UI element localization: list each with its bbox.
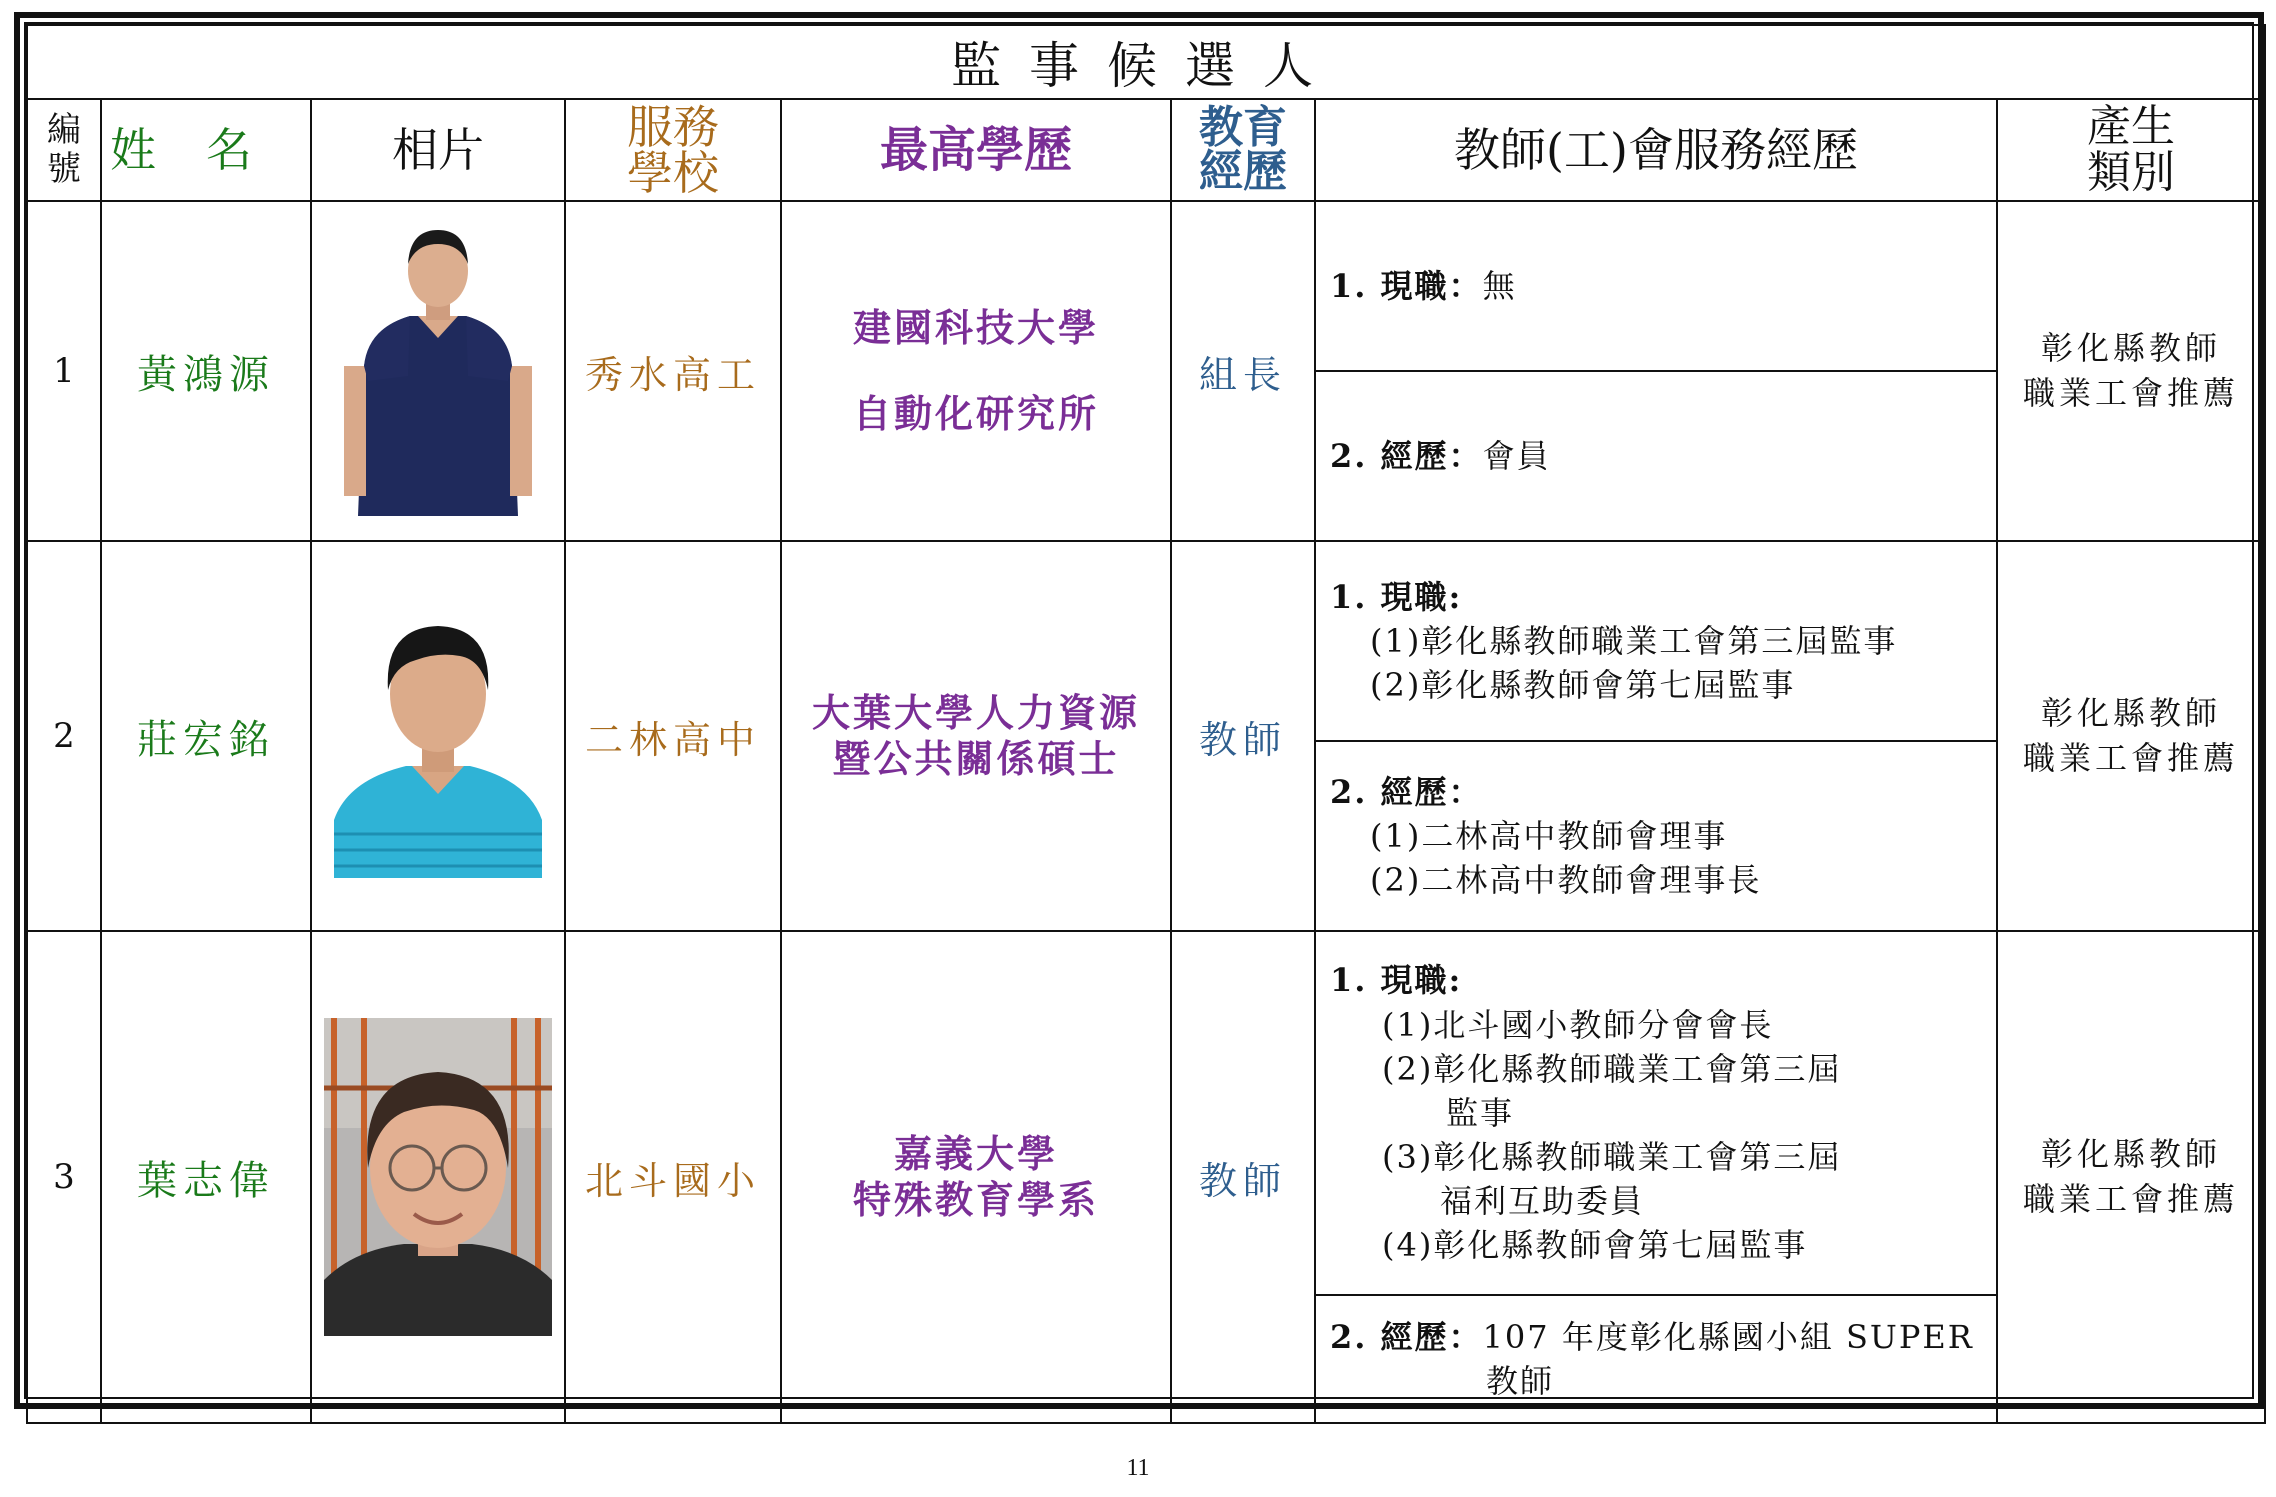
candidate-nomination-type: 彰化縣教師 職業工會推薦 xyxy=(1997,201,2265,541)
candidate-school: 秀水高工 xyxy=(565,201,781,541)
candidate-education: 教師 xyxy=(1171,931,1315,1423)
candidate-row xyxy=(27,201,2265,541)
candidate-union-service xyxy=(1315,201,1997,541)
candidate-degree: 嘉義大學 特殊教育學系 xyxy=(781,931,1171,1423)
header-school: 服務 學校 xyxy=(565,99,781,201)
header-degree: 最高學歷 xyxy=(781,99,1171,201)
candidate-row xyxy=(27,541,2265,931)
candidate-union-service xyxy=(1315,541,1997,931)
current-position: 1. 現職: (1)彰化縣教師職業工會第三屆監事 (2)彰化縣教師會第七屆監事 xyxy=(1330,577,1898,705)
candidate-photo-cell xyxy=(311,201,565,541)
candidate-nomination-type: 彰化縣教師 職業工會推薦 xyxy=(1997,931,2265,1423)
candidate-degree: 大葉大學人力資源 暨公共關係碩士 xyxy=(781,541,1171,931)
page-number: 11 xyxy=(1126,1455,1150,1481)
candidate-photo xyxy=(334,594,542,878)
header-name: 姓名 xyxy=(101,99,311,201)
header-index: 編 號 xyxy=(27,99,101,201)
candidate-table-frame xyxy=(14,12,2264,1409)
header-union-service: 教師(工)會服務經歷 xyxy=(1315,99,1997,201)
candidate-education: 教師 xyxy=(1171,541,1315,931)
candidate-index: 2 xyxy=(27,541,101,931)
candidate-photo-cell xyxy=(311,541,565,931)
candidate-name: 葉志偉 xyxy=(101,931,311,1423)
current-position: 1. 現職: (1)北斗國小教師分會會長 (2)彰化縣教師職業工會第三屆 監事 (3)彰化縣教師職業工會第三屆 福利互助委員 (4)彰化縣教師會第七屆監事 xyxy=(1330,961,1842,1265)
candidate-index: 3 xyxy=(27,931,101,1423)
header-education: 教育 經歷 xyxy=(1171,99,1315,201)
header-photo: 相片 xyxy=(311,99,565,201)
current-position: 1. 現職：無 xyxy=(1330,266,1517,305)
candidate-education: 組長 xyxy=(1171,201,1315,541)
candidate-nomination-type: 彰化縣教師 職業工會推薦 xyxy=(1997,541,2265,931)
table-title: 監事候選人 xyxy=(27,25,2265,99)
supervisor-candidates-table xyxy=(26,24,2266,1424)
candidate-name: 黃鴻源 xyxy=(101,201,311,541)
past-experience: 2. 經歷：會員 xyxy=(1316,370,1996,540)
candidate-school: 北斗國小 xyxy=(565,931,781,1423)
past-experience: 2. 經歷：107 年度彰化縣國小組 SUPER 教師 xyxy=(1316,1294,1996,1422)
candidate-row xyxy=(27,931,2265,1423)
candidate-degree: 建國科技大學 自動化研究所 xyxy=(781,201,1171,541)
candidate-union-service xyxy=(1315,931,1997,1423)
candidate-photo-cell xyxy=(311,931,565,1423)
candidate-name: 莊宏銘 xyxy=(101,541,311,931)
header-nomination-type: 產生 類別 xyxy=(1997,99,2265,201)
past-experience: 2. 經歷： (1)二林高中教師會理事 (2)二林高中教師會理事長 xyxy=(1316,740,1996,930)
candidate-index: 1 xyxy=(27,201,101,541)
candidate-photo xyxy=(338,216,538,526)
candidate-school: 二林高中 xyxy=(565,541,781,931)
candidate-photo xyxy=(324,1018,552,1336)
